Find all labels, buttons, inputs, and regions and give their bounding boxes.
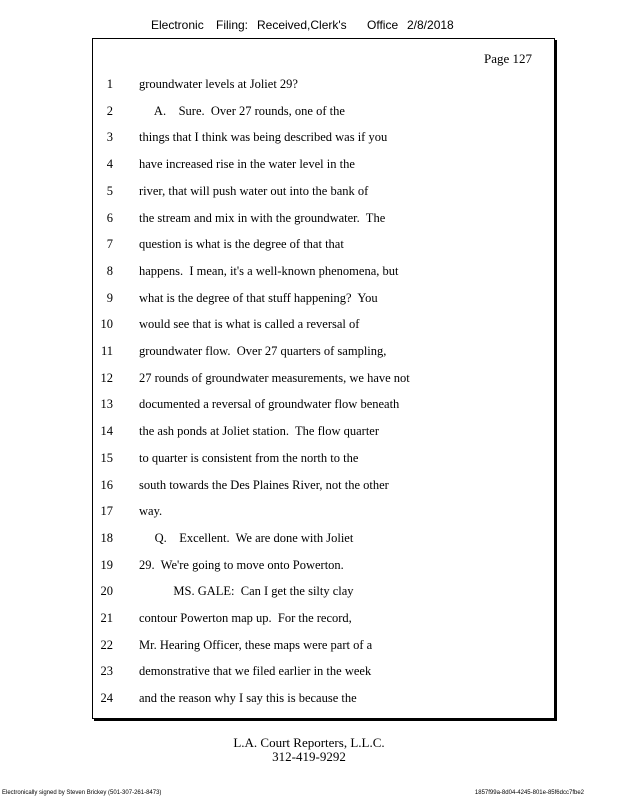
transcript-line bbox=[93, 317, 554, 339]
line-number: 15 bbox=[100, 450, 113, 465]
transcript-line bbox=[93, 451, 554, 473]
line-number: 1 bbox=[106, 77, 113, 91]
line-number: 3 bbox=[106, 130, 113, 145]
line-text: south towards the Des Plaines River, not the other bbox=[139, 477, 389, 492]
transcript-line bbox=[93, 157, 554, 179]
line-number: 6 bbox=[106, 210, 113, 225]
line-number: 18 bbox=[100, 530, 113, 545]
line-number: 11 bbox=[100, 344, 113, 358]
line-text: question is what is the degree of that that bbox=[139, 237, 344, 252]
transcript-line bbox=[93, 211, 554, 233]
transcript-line bbox=[93, 584, 554, 606]
transcript-line bbox=[93, 691, 554, 713]
line-number: 13 bbox=[100, 397, 113, 412]
transcript-line bbox=[93, 611, 554, 633]
line-text: river, that will push water out into the bank of bbox=[139, 183, 369, 198]
transcript-page bbox=[92, 38, 555, 719]
line-number: 23 bbox=[100, 664, 113, 679]
line-number: 12 bbox=[100, 370, 113, 385]
transcript-line bbox=[93, 104, 554, 126]
line-number: 9 bbox=[106, 290, 113, 305]
transcript-line bbox=[93, 264, 554, 286]
transcript-line bbox=[93, 504, 554, 526]
transcript-line bbox=[93, 558, 554, 580]
transcript-line bbox=[93, 184, 554, 206]
line-number: 7 bbox=[106, 237, 113, 252]
transcript-line bbox=[93, 424, 554, 446]
document-hash: 1857f99a-8d04-4245-801e-85f6dcc7fbe2 bbox=[474, 790, 584, 796]
transcript-line bbox=[93, 291, 554, 313]
electronic-signature: Electronically signed by Steven Brickey (501-307-261-8473) bbox=[2, 790, 162, 796]
line-text: groundwater flow. Over 27 quarters of sampling, bbox=[139, 344, 387, 358]
line-text: MS. GALE: Can I get the silty clay bbox=[139, 584, 354, 599]
line-number: 20 bbox=[100, 584, 113, 599]
line-text: and the reason why I say this is because the bbox=[139, 691, 357, 706]
line-number: 17 bbox=[100, 504, 113, 519]
transcript-line bbox=[93, 371, 554, 393]
filing-header-electronic: Electronic bbox=[151, 18, 204, 32]
line-text: have increased rise in the water level in the bbox=[139, 157, 355, 172]
line-text: happens. I mean, it's a well-known phenomena, but bbox=[139, 263, 399, 278]
transcript-line bbox=[93, 478, 554, 500]
line-text: what is the degree of that stuff happening? You bbox=[139, 290, 378, 305]
line-number: 10 bbox=[100, 317, 113, 332]
line-number: 4 bbox=[106, 157, 113, 172]
line-text: groundwater levels at Joliet 29? bbox=[139, 77, 298, 91]
line-number: 21 bbox=[100, 611, 113, 625]
transcript-line bbox=[93, 130, 554, 152]
transcript-line bbox=[93, 237, 554, 259]
line-number: 8 bbox=[106, 263, 113, 278]
line-text: way. bbox=[139, 504, 163, 519]
transcript-line bbox=[93, 638, 554, 660]
filing-header-filing: Filing: bbox=[216, 18, 249, 32]
filing-header-received: Received,Clerk's bbox=[257, 18, 347, 32]
filing-header-office: Office bbox=[367, 18, 399, 32]
line-number: 24 bbox=[100, 691, 113, 706]
line-text: to quarter is consistent from the north to the bbox=[139, 450, 359, 465]
line-number: 16 bbox=[100, 477, 113, 492]
line-text: documented a reversal of groundwater flow beneath bbox=[139, 397, 400, 412]
transcript-line bbox=[93, 531, 554, 553]
transcript-line bbox=[93, 77, 554, 99]
line-text: demonstrative that we filed earlier in the week bbox=[139, 664, 372, 679]
filing-header-date: 2/8/2018 bbox=[407, 18, 454, 32]
line-text: Q. Excellent. We are done with Joliet bbox=[139, 530, 354, 545]
line-text: the stream and mix in with the groundwater. The bbox=[139, 210, 386, 225]
footer-phone: 312-419-9292 bbox=[272, 749, 346, 764]
line-text: A. Sure. Over 27 rounds, one of the bbox=[139, 103, 345, 118]
line-text: Mr. Hearing Officer, these maps were part of a bbox=[139, 637, 373, 652]
line-number: 2 bbox=[106, 103, 113, 118]
line-text: things that I think was being described was if you bbox=[139, 130, 388, 145]
line-text: would see that is what is called a reversal of bbox=[139, 317, 360, 332]
line-number: 5 bbox=[106, 183, 113, 198]
transcript-line bbox=[93, 397, 554, 419]
line-text: contour Powerton map up. For the record, bbox=[139, 611, 352, 625]
line-number: 19 bbox=[100, 557, 113, 572]
line-text: the ash ponds at Joliet station. The flow quarter bbox=[139, 424, 379, 439]
transcript-line bbox=[93, 664, 554, 686]
line-text: 27 rounds of groundwater measurements, we have not bbox=[139, 370, 410, 385]
footer-company: L.A. Court Reporters, L.L.C. bbox=[233, 735, 385, 750]
line-number: 14 bbox=[100, 424, 113, 439]
line-number: 22 bbox=[100, 637, 113, 652]
transcript-line bbox=[93, 344, 554, 366]
page-number: Page 127 bbox=[483, 51, 532, 66]
line-text: 29. We're going to move onto Powerton. bbox=[139, 557, 344, 572]
